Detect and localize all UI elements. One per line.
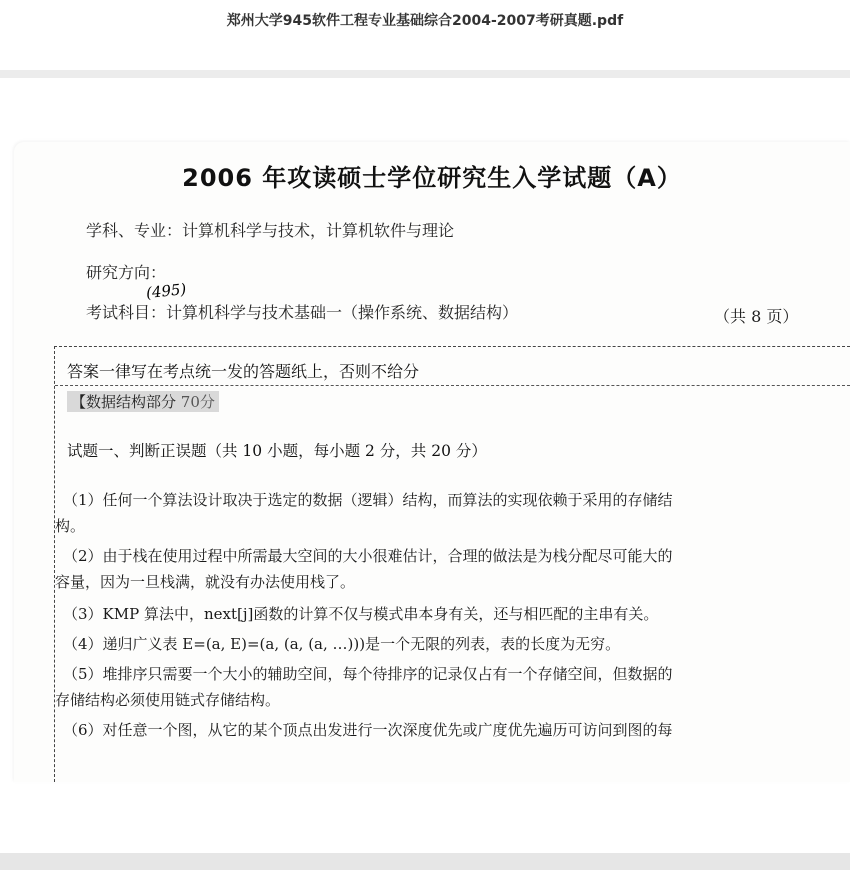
viewer-footer [0,853,850,870]
page-count-note: （共 8 页） [714,307,799,326]
question-item: （6）对任意一个图，从它的某个顶点出发进行一次深度优先或广度优先遍历可访问到图的每 [63,721,673,739]
answer-section [54,346,850,782]
dashed-divider [55,385,850,386]
section-tag-score: 70分 [180,393,215,411]
section-tag-label: 【数据结构部分 [71,393,181,411]
answer-notice: 答案一律写在考点统一发的答题纸上，否则不给分 [67,362,420,381]
question-item: （5）堆排序只需要一个大小的辅助空间，每个待排序的记录仅占有一个存储空间，但数据的 [63,665,673,683]
file-title: 郑州大学945软件工程专业基础综合2004-2007考研真题.pdf [226,13,624,29]
viewer-header [0,0,850,70]
exam-title: 2006 年攻读硕士学位研究生入学试题（A） [182,164,682,192]
question-heading: 试题一、判断正误题（共 10 小题，每小题 2 分，共 20 分） [67,442,487,460]
scanned-exam-page [14,142,850,782]
question-item: 存储结构必须使用链式存储结构。 [55,691,281,709]
question-item: 构。 [55,517,86,535]
exam-subject: 考试科目：计算机科学与技术基础一（操作系统、数据结构） [86,303,519,322]
question-item: （4）递归广义表 E=(a, E)=(a, (a, (a, …)))是一个无限的列表，表的长度为无穷。 [63,635,621,653]
question-item: 容量，因为一旦栈满，就没有办法使用栈了。 [55,573,356,591]
subject-line: 学科、专业：计算机科学与技术，计算机软件与理论 [86,221,455,240]
handwritten-code: (495) [145,279,188,303]
section-tag [67,391,219,412]
question-item: （3）KMP 算法中，next[j]函数的计算不仅与模式串本身有关，还与相匹配的主串有关。 [63,605,659,623]
question-item: （1）任何一个算法设计取决于选定的数据（逻辑）结构，而算法的实现依赖于采用的存储结 [63,491,673,509]
header-divider [0,70,850,78]
research-direction: 研究方向： [86,263,167,282]
question-item: （2）由于栈在使用过程中所需最大空间的大小很难估计，合理的做法是为栈分配尽可能大的 [63,547,673,565]
